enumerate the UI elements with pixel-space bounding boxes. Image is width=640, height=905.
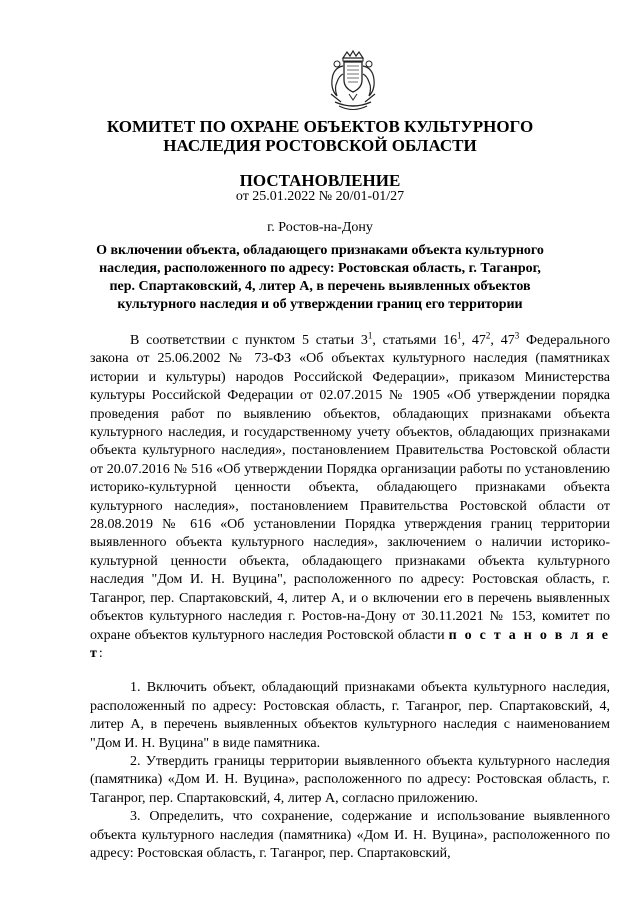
preamble-text-2: , статьями 16 (372, 333, 458, 348)
title-line-4: культурного наследия и об утверждении границ его территории (117, 297, 523, 312)
resolves-word: п о с т а н о в л я е т (90, 627, 610, 661)
preamble-text-3: , 47 (461, 333, 486, 348)
document-body (90, 332, 610, 863)
preamble-sup-4: 3 (514, 330, 520, 341)
preamble-sup-2: 1 (457, 330, 462, 341)
preamble-text-1: В соответствии с пунктом 5 статьи 3 (130, 333, 368, 348)
rostov-coat-of-arms-emblem (325, 50, 381, 114)
committee-name-line-2: НАСЛЕДИЯ РОСТОВСКОЙ ОБЛАСТИ (163, 136, 477, 155)
item-1: 1. Включить объект, обладающий признаками объекта культурного наследия, расположенный по адресу: Ростовская область, г. Таганрог, пер. Спартаковский, 4, литер А, в перечень выявленных объектов культурного наследия с наименованием "Дом И. Н. Вуцина" в виде памятника. (90, 680, 610, 751)
title-line-1: О включении объекта, обладающего признаками объекта культурного (96, 243, 544, 258)
document-type: ПОСТАНОВЛЕНИЕ (239, 171, 401, 190)
title-line-2: наследия, расположенного по адресу: Ростовская область, г. Таганрог, (99, 261, 541, 276)
date-number: от 25.01.2022 № 20/01-01/27 (235, 189, 405, 204)
title-line-3: пер. Спартаковский, 4, литер А, в перечень выявленных объектов (109, 279, 531, 294)
resolution-title (90, 242, 550, 314)
committee-name (90, 117, 550, 155)
preamble-text-4: , 47 (490, 333, 515, 348)
item-3: 3. Определить, что сохранение, содержание и использование выявленного объекта культурного наследия (памятника) «Дом И. Н. Вуцина», расположенного по адресу: Ростовская область, г. Таганрог, пер. Спартаковский, (90, 809, 610, 861)
preamble-paragraph (90, 332, 610, 663)
item-2: 2. Утвердить границы территории выявленного объекта культурного наследия (памятника) «Дом И. Н. Вуцина», расположенного по адресу: Ростовская область, г. Таганрог, пер. Спартаковский, 4, литер А, согласно приложению. (90, 753, 610, 806)
preamble-sup-3: 2 (485, 330, 491, 341)
city-line: г. Ростов-на-Дону (267, 220, 373, 235)
resolves-colon: : (98, 645, 103, 661)
preamble-sup-1: 1 (367, 330, 373, 341)
preamble-text-5: Федерального закона от 25.06.2002 № 73-ФЗ «Об объектах культурного наследия (памятниках истории и культуры) народов Российской Федерации», приказом Министерства культуры Российской Федерации от 02.07.2015 № 1905 «Об утверждении порядка проведения работ по выявлению объектов, обладающих признаками объекта культурного наследия, и государственному учету объектов, обладающих признаками объекта культурного наследия», постановлением Правительства Ростовской области от 20.07.2016 № 516 «Об утверждении Порядка организации работы по установлению историко-культурной ценности объекта, обладающего признаками объекта культурного наследия», постановлением Правительства Ростовской области от 28.08.2019 № 616 «Об установлении Порядка утверждения границ территории выявленного объекта культурного наследия», заключением о наличии историко-культурной ценности объекта, обладающего признаками объекта культурного наследия "Дом И. Н. Вуцина", расположенного по адресу: Ростовская область, г. Таганрог, пер. Спартаковский, 4, литер А, и о включении его в перечень выявленных объектов культурного наследия г. Ростов-на-Дону от 30.11.2021 № 153, комитет по охране объектов культурного наследия Ростовской области (90, 333, 611, 643)
committee-name-line-1: КОМИТЕТ ПО ОХРАНЕ ОБЪЕКТОВ КУЛЬТУРНОГО (106, 117, 534, 136)
